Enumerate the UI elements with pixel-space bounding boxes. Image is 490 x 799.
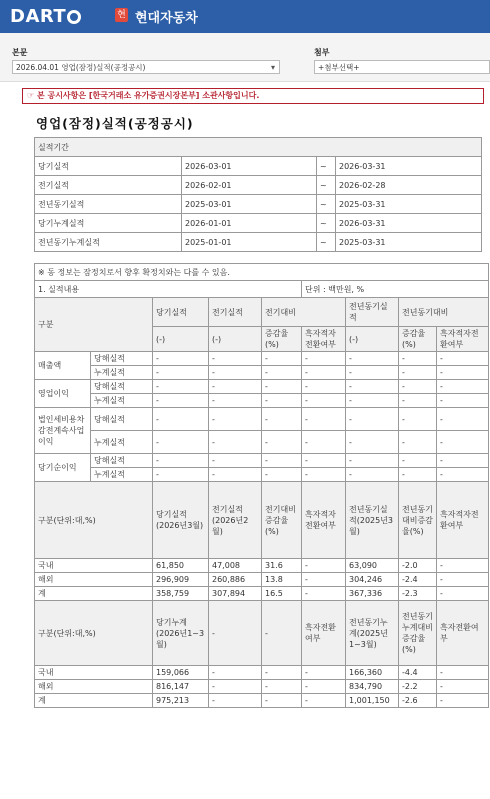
table-cell: -	[346, 431, 399, 454]
table-cell: 당기실적	[35, 157, 182, 176]
table-cell: 307,894	[209, 587, 262, 601]
table-cell: 16.5	[262, 587, 302, 601]
table-cell: 영업이익	[35, 380, 91, 408]
table-cell: 2026-03-31	[336, 157, 482, 176]
table-cell: 2025-03-31	[336, 233, 482, 252]
table-cell: 누계실적	[91, 431, 153, 454]
table-cell: 당해실적	[91, 352, 153, 366]
table-cell: 누계실적	[91, 394, 153, 408]
table-cell: -	[302, 680, 346, 694]
col-header: 전년동기실적	[346, 298, 399, 327]
table-cell: 당해실적	[91, 380, 153, 394]
table-cell: -	[437, 694, 489, 708]
table-row	[35, 233, 482, 252]
table-cell: 260,886	[209, 573, 262, 587]
table-cell: 흑자전환여부	[302, 601, 346, 666]
table-cell: 2026-02-28	[336, 176, 482, 195]
table-row	[35, 352, 489, 366]
table-cell: 흑자적자전환여부	[302, 327, 346, 352]
table-cell: 증감율(%)	[399, 327, 437, 352]
table-cell: -	[399, 366, 437, 380]
table-row	[35, 680, 489, 694]
table-cell: 31.6	[262, 559, 302, 573]
table-cell: -	[209, 366, 262, 380]
table-cell: 367,336	[346, 587, 399, 601]
table-cell: 61,850	[153, 559, 209, 573]
table-cell: -	[437, 573, 489, 587]
table-cell: -	[346, 468, 399, 482]
table-cell: -	[437, 587, 489, 601]
table-cell: 전기실적(2026년2월)	[209, 482, 262, 559]
table-cell: -	[437, 559, 489, 573]
table-cell: -	[262, 352, 302, 366]
table-cell: ~	[317, 176, 336, 195]
document-toolbar	[0, 33, 490, 82]
table-cell: -	[346, 380, 399, 394]
table-cell: -	[262, 468, 302, 482]
attach-label: 첨부	[314, 48, 330, 57]
table-cell: -	[302, 559, 346, 573]
table-cell: 2026-01-01	[182, 214, 317, 233]
col-header: 당기실적	[153, 298, 209, 327]
table-row	[35, 408, 489, 431]
table-cell: 법인세비용차감전계속사업이익	[35, 408, 91, 454]
table-cell: 2025-03-31	[336, 195, 482, 214]
table-cell: -	[262, 694, 302, 708]
table-cell: 296,909	[153, 573, 209, 587]
table-cell: -	[153, 352, 209, 366]
table-cell: 2026-03-31	[336, 214, 482, 233]
table-row	[35, 573, 489, 587]
table-cell: 975,213	[153, 694, 209, 708]
table-cell: (-)	[153, 327, 209, 352]
table-cell: -	[209, 408, 262, 431]
dart-logo[interactable]	[10, 6, 81, 27]
table-cell: 13.8	[262, 573, 302, 587]
table-cell: -2.2	[399, 680, 437, 694]
table-cell: -	[209, 468, 262, 482]
table-row	[35, 195, 482, 214]
table-cell: -	[153, 431, 209, 454]
table-cell: 2026-02-01	[182, 176, 317, 195]
table-cell: -	[437, 366, 489, 380]
table-cell: -2.4	[399, 573, 437, 587]
table-cell: -	[437, 431, 489, 454]
table-cell: -	[153, 380, 209, 394]
table-cell: 당기실적(2026년3월)	[153, 482, 209, 559]
table-cell: -	[262, 366, 302, 380]
table-cell: 흑자적자전환여부	[302, 482, 346, 559]
table-cell: -	[346, 352, 399, 366]
table-cell: -	[262, 431, 302, 454]
table-cell: -	[153, 366, 209, 380]
table-cell: -	[346, 454, 399, 468]
table-cell: 834,790	[346, 680, 399, 694]
table-cell: 166,360	[346, 666, 399, 680]
unit-text: 단위 : 백만원, %	[302, 281, 489, 298]
table-cell: -	[346, 366, 399, 380]
table-cell: -	[399, 352, 437, 366]
col-header: 구분	[35, 298, 153, 352]
table-cell: -	[399, 431, 437, 454]
table-cell: 해외	[35, 680, 153, 694]
table-cell: 1,001,150	[346, 694, 399, 708]
table-cell: -	[302, 694, 346, 708]
table-cell: -	[153, 454, 209, 468]
table-cell: -	[302, 431, 346, 454]
table-cell: -	[302, 468, 346, 482]
table-row	[35, 176, 482, 195]
table-cell: -4.4	[399, 666, 437, 680]
table-cell: 해외	[35, 573, 153, 587]
table-row	[35, 559, 489, 573]
table-cell: -	[346, 394, 399, 408]
table-cell: 2025-03-01	[182, 195, 317, 214]
table-row	[35, 666, 489, 680]
table-cell: -	[262, 666, 302, 680]
attach-select[interactable]	[314, 60, 490, 74]
table-cell: 전년동기실적	[35, 195, 182, 214]
table-cell: 2026-03-01	[182, 157, 317, 176]
page-title: 영업(잠정)실적(공정공시)	[36, 116, 194, 131]
table-cell: 전년동기누계실적	[35, 233, 182, 252]
table-cell: -	[302, 380, 346, 394]
table-cell: 흑자전환여부	[437, 601, 489, 666]
table-cell: 63,090	[346, 559, 399, 573]
table-cell: 816,147	[153, 680, 209, 694]
top-header	[0, 0, 490, 33]
col-header: 전기대비	[262, 298, 346, 327]
table-cell: 당해실적	[91, 408, 153, 431]
table-cell: 2026.04.01 영업(잠정)실적(공정공시)	[16, 63, 146, 72]
table-cell: -	[209, 694, 262, 708]
table-cell: -	[209, 394, 262, 408]
table-cell: -	[153, 468, 209, 482]
table-cell: -	[209, 666, 262, 680]
table-cell: ~	[317, 233, 336, 252]
table-cell: 2025-01-01	[182, 233, 317, 252]
table-cell: -2.0	[399, 559, 437, 573]
table-cell: -	[209, 352, 262, 366]
table-cell: 159,066	[153, 666, 209, 680]
logo-ring-icon	[67, 10, 81, 24]
table-row	[35, 394, 489, 408]
table-cell: -	[302, 352, 346, 366]
company-icon: 현	[115, 8, 128, 22]
col-header: 전기실적	[209, 298, 262, 327]
table-cell: 전년동기실적(2025년3월)	[346, 482, 399, 559]
table-cell: 누계실적	[91, 366, 153, 380]
table-cell: -	[399, 408, 437, 431]
table-cell: -	[262, 408, 302, 431]
table-cell: -	[302, 587, 346, 601]
table-cell: DART	[10, 6, 67, 27]
table-cell: 국내	[35, 559, 153, 573]
report-select[interactable]	[12, 60, 280, 74]
table-cell: 당해실적	[91, 454, 153, 468]
table-row	[35, 454, 489, 468]
table-cell: -	[262, 680, 302, 694]
table-cell: -	[209, 380, 262, 394]
table-cell: -	[262, 601, 302, 666]
table-cell: 전기실적	[35, 176, 182, 195]
table-cell: -	[437, 352, 489, 366]
table-cell: 358,759	[153, 587, 209, 601]
col-header: 구분(단위:대,%)	[35, 482, 153, 559]
table-cell: 전년동기누계대비증감율(%)	[399, 601, 437, 666]
table-cell: 당기누계(2026년1~3월)	[153, 601, 209, 666]
table-cell: 47,008	[209, 559, 262, 573]
table-cell: 국내	[35, 666, 153, 680]
table-cell: -	[302, 666, 346, 680]
period-table	[34, 137, 482, 252]
table-cell: (-)	[209, 327, 262, 352]
notice-banner: ☞ 본 공시사항은 [한국거래소 유가증권시장본부] 소관사항입니다.	[22, 88, 484, 104]
period-header: 실적기간	[35, 138, 482, 157]
table-cell: 계	[35, 587, 153, 601]
table-cell: (-)	[346, 327, 399, 352]
table-cell: -	[302, 408, 346, 431]
table-cell: -	[209, 431, 262, 454]
table-cell: -	[437, 666, 489, 680]
table-cell: ~	[317, 214, 336, 233]
table-cell: 전기대비증감율(%)	[262, 482, 302, 559]
table-row	[35, 694, 489, 708]
col-header: 전년동기대비	[399, 298, 489, 327]
table-cell: 증감율(%)	[262, 327, 302, 352]
table-cell: -	[302, 573, 346, 587]
table-cell: -	[302, 366, 346, 380]
table-cell: 304,246	[346, 573, 399, 587]
table-cell: -	[437, 408, 489, 431]
table-cell: -	[437, 680, 489, 694]
company-name[interactable]: 현대자동차	[135, 11, 198, 26]
table-cell: -	[153, 394, 209, 408]
table-row	[35, 587, 489, 601]
col-header: 구분(단위:대,%)	[35, 601, 153, 666]
table-cell: -2.6	[399, 694, 437, 708]
table-cell: 당기순이익	[35, 454, 91, 482]
table-row	[35, 157, 482, 176]
table-cell: -	[209, 680, 262, 694]
table-cell: -	[399, 454, 437, 468]
table-cell: -	[437, 454, 489, 468]
table-cell: ~	[317, 195, 336, 214]
results-table	[34, 263, 489, 708]
table-cell: -	[302, 454, 346, 468]
table-cell: -	[437, 394, 489, 408]
table-cell: -	[302, 394, 346, 408]
table-cell: -	[262, 394, 302, 408]
table-cell: 흑자적자전환여부	[437, 327, 489, 352]
table-cell: -2.3	[399, 587, 437, 601]
table-row	[35, 214, 482, 233]
table-cell: -	[153, 408, 209, 431]
table-cell: -	[437, 380, 489, 394]
table-cell: -	[399, 468, 437, 482]
table-cell: -	[399, 380, 437, 394]
table-cell: 전년동기대비증감율(%)	[399, 482, 437, 559]
table-cell: 당기누계실적	[35, 214, 182, 233]
chevron-down-icon: ▾	[270, 63, 275, 72]
table-cell: 매출액	[35, 352, 91, 380]
section-title: 1. 실적내용	[35, 281, 302, 298]
table-cell: +첨부선택+	[318, 63, 360, 72]
report-label: 본문	[12, 48, 28, 57]
table-cell: -	[399, 394, 437, 408]
table-cell: 계	[35, 694, 153, 708]
table-cell: -	[437, 468, 489, 482]
table-cell: 누계실적	[91, 468, 153, 482]
table-cell: -	[262, 454, 302, 468]
table-cell: ~	[317, 157, 336, 176]
table-row	[35, 380, 489, 394]
table-cell: 전년동기누계(2025년1~3월)	[346, 601, 399, 666]
note-text: ※ 동 정보는 잠정치로서 향후 확정치와는 다를 수 있음.	[35, 264, 489, 281]
table-cell: 흑자적자전환여부	[437, 482, 489, 559]
table-cell: -	[209, 601, 262, 666]
table-cell: -	[262, 380, 302, 394]
table-cell: -	[346, 408, 399, 431]
table-row	[35, 366, 489, 380]
table-row	[35, 468, 489, 482]
table-row	[35, 431, 489, 454]
table-cell: -	[209, 454, 262, 468]
